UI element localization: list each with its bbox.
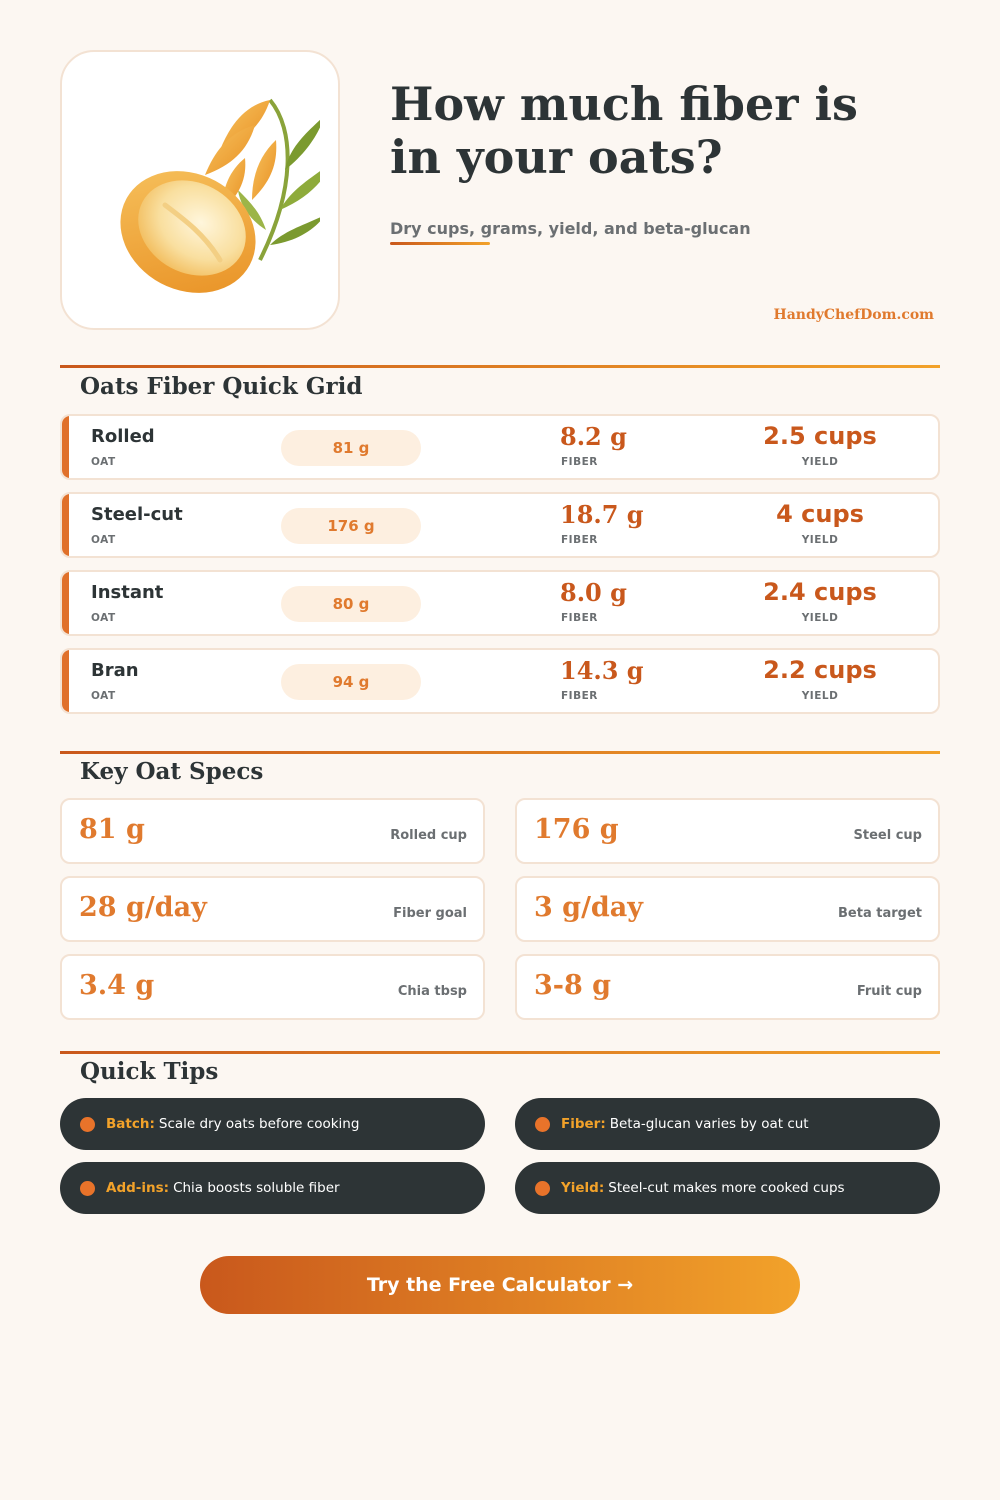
spec-value: 81 g [79, 814, 145, 845]
tip-bullet-icon [80, 1181, 95, 1196]
page-title-line2: in your oats? [390, 130, 723, 184]
oat-name: Instant [91, 582, 164, 603]
oat-name: Steel-cut [91, 504, 183, 525]
yield-value: 2.2 cups [763, 656, 877, 684]
yield-value: 2.4 cups [763, 578, 877, 606]
grid-row-rolled [60, 414, 940, 480]
oat-grain-icon [80, 70, 320, 310]
tip-fiber [515, 1098, 940, 1150]
page-title [390, 78, 950, 184]
spec-value: 3.4 g [79, 970, 155, 1001]
grams-pill: 94 g [281, 664, 421, 700]
grid-row-instant [60, 570, 940, 636]
yield-label: YIELD [801, 690, 839, 702]
yield-label: YIELD [801, 534, 839, 546]
yield-label: YIELD [801, 612, 839, 624]
spec-value: 28 g/day [79, 892, 207, 923]
tip-bullet-icon [535, 1117, 550, 1132]
spec-card-fruit-cup [515, 954, 940, 1020]
spec-card-beta-target [515, 876, 940, 942]
tip-key: Add-ins: [106, 1180, 170, 1196]
fiber-value: 8.0 g [560, 578, 627, 607]
grams-pill: 80 g [281, 586, 421, 622]
tip-text: Beta-glucan varies by oat cut [609, 1116, 809, 1132]
fiber-value: 8.2 g [560, 422, 627, 451]
grid-row-steel-cut [60, 492, 940, 558]
tip-batch [60, 1098, 485, 1150]
section-divider [60, 1051, 940, 1054]
row-accent-bar [62, 494, 69, 556]
brand-link[interactable]: HandyChefDom.com [773, 307, 934, 323]
tips-section-title: Quick Tips [80, 1058, 219, 1085]
fiber-label: FIBER [561, 456, 598, 468]
fiber-label: FIBER [561, 690, 598, 702]
tip-key: Yield: [561, 1180, 605, 1196]
grams-pill: 81 g [281, 430, 421, 466]
spec-value: 176 g [534, 814, 619, 845]
fiber-value: 14.3 g [560, 656, 644, 685]
section-divider [60, 751, 940, 754]
subtitle-underline [390, 242, 490, 245]
oat-name: Bran [91, 660, 139, 681]
row-accent-bar [62, 572, 69, 634]
oat-type-label: OAT [91, 690, 116, 702]
hero-image-card [60, 50, 340, 330]
tip-bullet-icon [535, 1181, 550, 1196]
spec-value: 3-8 g [534, 970, 612, 1001]
oat-name: Rolled [91, 426, 155, 447]
spec-label: Rolled cup [390, 828, 467, 843]
specs-section-title: Key Oat Specs [80, 758, 264, 785]
spec-label: Fruit cup [856, 984, 922, 999]
spec-value: 3 g/day [534, 892, 643, 923]
spec-card-rolled-cup [60, 798, 485, 864]
page-title-line1: How much fiber is [390, 77, 858, 131]
tip-add-ins [60, 1162, 485, 1214]
yield-label: YIELD [801, 456, 839, 468]
spec-label: Beta target [838, 906, 922, 921]
tip-text: Scale dry oats before cooking [158, 1116, 360, 1132]
tip-key: Fiber: [561, 1116, 606, 1132]
free-calculator-button[interactable]: Try the Free Calculator → [200, 1256, 800, 1314]
spec-label: Chia tbsp [397, 984, 467, 999]
yield-value: 4 cups [776, 500, 864, 528]
yield-value: 2.5 cups [763, 422, 877, 450]
oat-type-label: OAT [91, 456, 116, 468]
oat-type-label: OAT [91, 534, 116, 546]
fiber-value: 18.7 g [560, 500, 644, 529]
oat-type-label: OAT [91, 612, 116, 624]
grams-pill: 176 g [281, 508, 421, 544]
spec-label: Fiber goal [393, 906, 467, 921]
fiber-label: FIBER [561, 534, 598, 546]
spec-card-fiber-goal [60, 876, 485, 942]
spec-card-steel-cup [515, 798, 940, 864]
grid-section-title: Oats Fiber Quick Grid [80, 373, 363, 400]
section-divider [60, 365, 940, 368]
row-accent-bar [62, 416, 69, 478]
row-accent-bar [62, 650, 69, 712]
page-subtitle: Dry cups, grams, yield, and beta-glucan [390, 219, 751, 238]
spec-card-chia-tbsp [60, 954, 485, 1020]
tip-bullet-icon [80, 1117, 95, 1132]
tip-yield [515, 1162, 940, 1214]
tip-text: Chia boosts soluble fiber [173, 1180, 340, 1196]
spec-label: Steel cup [853, 828, 922, 843]
tip-text: Steel-cut makes more cooked cups [608, 1180, 845, 1196]
grid-row-bran [60, 648, 940, 714]
tip-key: Batch: [106, 1116, 155, 1132]
fiber-label: FIBER [561, 612, 598, 624]
